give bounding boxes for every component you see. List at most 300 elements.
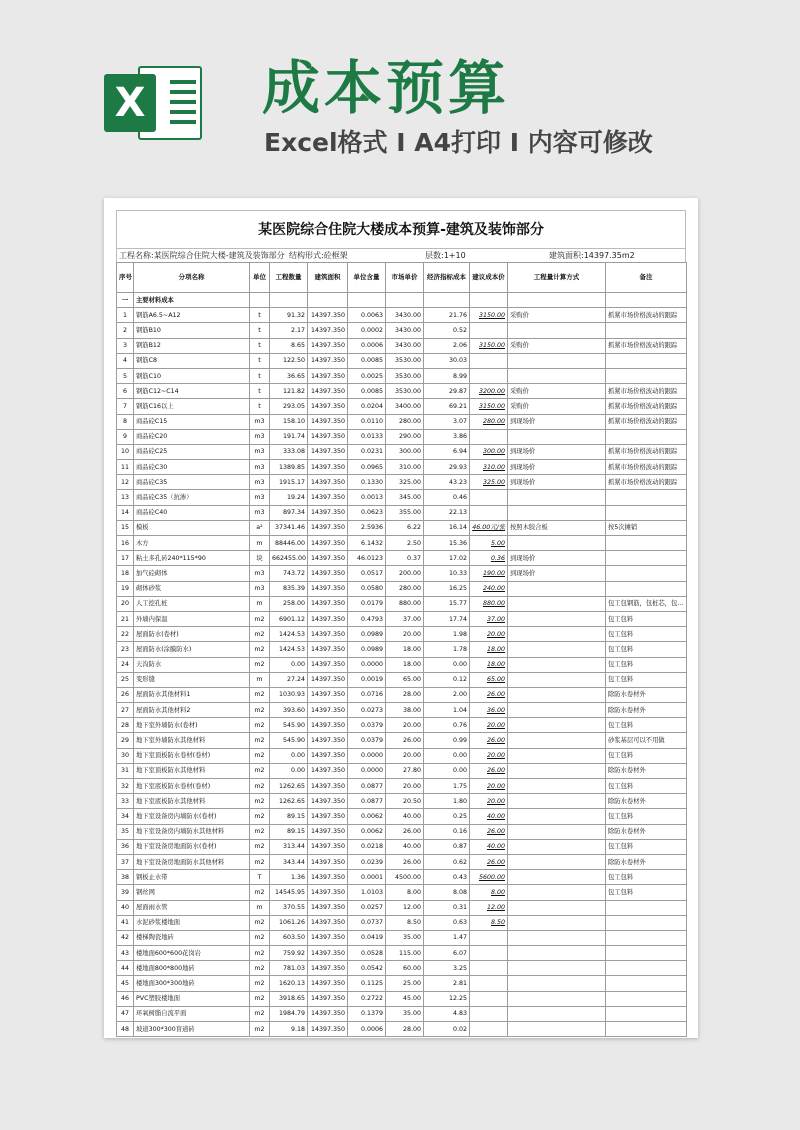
table-cell[interactable]: 14397.350 [308,946,348,961]
table-cell[interactable]: 环氧树脂自流平面 [134,1006,250,1021]
table-cell[interactable]: 27 [117,703,134,718]
table-cell[interactable]: 880.00 [386,596,424,611]
table-cell[interactable]: 0.0419 [348,930,386,945]
table-cell[interactable]: 除防水卷材外 [606,824,687,839]
table-cell[interactable] [508,991,606,1006]
table-cell[interactable]: 3430.00 [386,338,424,353]
table-cell[interactable]: 14397.350 [308,657,348,672]
table-cell[interactable]: 0.0218 [348,839,386,854]
table-cell[interactable]: 22.13 [424,505,470,520]
table-cell[interactable]: 39 [117,885,134,900]
table-cell[interactable]: 包工包料 [606,657,687,672]
table-cell[interactable] [470,976,508,991]
table-cell[interactable]: 地下室外墙防水其他材料 [134,733,250,748]
table-cell[interactable]: 抓紧市场价格波动的跟踪 [606,384,687,399]
table-cell[interactable]: m2 [250,839,270,854]
table-cell[interactable] [606,536,687,551]
table-cell[interactable]: m2 [250,687,270,702]
table-cell[interactable]: 到现场价 [508,566,606,581]
table-cell[interactable]: 地下室设备房地面防水(卷材) [134,839,250,854]
table-cell[interactable]: 3.25 [424,961,470,976]
table-cell[interactable]: 835.39 [270,581,308,596]
table-cell[interactable]: 22 [117,627,134,642]
table-cell[interactable]: 加气砼砌体 [134,566,250,581]
table-cell[interactable]: m2 [250,703,270,718]
table-cell[interactable]: 0.46 [424,490,470,505]
table-cell[interactable]: 370.55 [270,900,308,915]
table-cell[interactable]: 280.00 [386,414,424,429]
table-cell[interactable]: 40.00 [470,839,508,854]
table-cell[interactable]: 20.00 [386,779,424,794]
table-cell[interactable]: 0.0989 [348,642,386,657]
table-cell[interactable]: 0.2722 [348,991,386,1006]
table-cell[interactable]: 14397.350 [308,536,348,551]
table-cell[interactable]: 包工包料 [606,748,687,763]
table-cell[interactable] [386,293,424,308]
table-cell[interactable]: 14397.350 [308,824,348,839]
table-cell[interactable]: 41 [117,915,134,930]
table-cell[interactable]: 除防水卷材外 [606,854,687,869]
table-cell[interactable]: 屋面防水(涂膜防水) [134,642,250,657]
table-cell[interactable]: 25.00 [386,976,424,991]
table-cell[interactable]: m3 [250,566,270,581]
table-cell[interactable]: 到现场价 [508,460,606,475]
table-cell[interactable]: 0.0063 [348,308,386,323]
table-cell[interactable]: 2.50 [386,536,424,551]
table-cell[interactable]: 1424.53 [270,627,308,642]
table-cell[interactable]: 14397.350 [308,794,348,809]
table-cell[interactable]: 商品砼C20 [134,429,250,444]
table-cell[interactable]: 0.4793 [348,611,386,626]
table-cell[interactable]: 325.00 [470,475,508,490]
table-cell[interactable] [508,490,606,505]
table-cell[interactable]: 313.44 [270,839,308,854]
table-cell[interactable]: 钢筋B10 [134,323,250,338]
table-cell[interactable]: 5.00 [470,536,508,551]
table-cell[interactable]: 3.07 [424,414,470,429]
table-cell[interactable]: 人工挖孔桩 [134,596,250,611]
table-cell[interactable]: 地下室设备房内墙防水(卷材) [134,809,250,824]
table-cell[interactable]: 14397.350 [308,779,348,794]
table-cell[interactable] [470,1006,508,1021]
table-cell[interactable]: 26.00 [470,824,508,839]
table-cell[interactable]: m2 [250,976,270,991]
table-cell[interactable]: m2 [250,779,270,794]
table-cell[interactable]: 28.00 [386,1022,424,1037]
table-cell[interactable]: 1915.17 [270,475,308,490]
table-cell[interactable]: 14397.350 [308,384,348,399]
table-cell[interactable]: 0.0623 [348,505,386,520]
table-cell[interactable]: 26.00 [386,733,424,748]
table-cell[interactable] [508,505,606,520]
table-cell[interactable]: 外墙内保温 [134,611,250,626]
table-cell[interactable]: 商品砼C40 [134,505,250,520]
table-cell[interactable]: 14545.95 [270,885,308,900]
table-cell[interactable] [508,976,606,991]
table-cell[interactable]: 1262.65 [270,779,308,794]
table-cell[interactable] [508,703,606,718]
table-cell[interactable]: 20.50 [386,794,424,809]
table-cell[interactable]: 18.00 [470,642,508,657]
table-cell[interactable]: 14397.350 [308,733,348,748]
table-cell[interactable] [470,429,508,444]
table-cell[interactable]: 345.00 [386,490,424,505]
table-cell[interactable]: 包工包料 [606,672,687,687]
table-cell[interactable] [606,900,687,915]
table-cell[interactable] [606,930,687,945]
table-cell[interactable]: 变形缝 [134,672,250,687]
table-cell[interactable]: t [250,384,270,399]
table-cell[interactable]: 1.0103 [348,885,386,900]
table-cell[interactable]: 18.00 [470,657,508,672]
table-cell[interactable]: 地下室设备房地面防水其他材料 [134,854,250,869]
table-cell[interactable] [508,293,606,308]
table-cell[interactable]: 包工包料 [606,718,687,733]
table-cell[interactable]: 14397.350 [308,991,348,1006]
table-cell[interactable]: 0.0062 [348,824,386,839]
table-cell[interactable]: 14397.350 [308,338,348,353]
table-cell[interactable]: 抓紧市场价格波动的跟踪 [606,399,687,414]
table-cell[interactable]: 坡道300*300盲道砖 [134,1022,250,1037]
table-cell[interactable]: 280.00 [386,581,424,596]
table-cell[interactable]: m2 [250,961,270,976]
table-cell[interactable]: 60.00 [386,961,424,976]
table-cell[interactable]: t [250,308,270,323]
table-cell[interactable]: m2 [250,763,270,778]
table-cell[interactable]: 0.00 [270,763,308,778]
table-cell[interactable]: 1.36 [270,870,308,885]
table-cell[interactable] [470,353,508,368]
table-cell[interactable]: m2 [250,824,270,839]
table-cell[interactable]: 0.0085 [348,353,386,368]
table-cell[interactable]: m2 [250,1006,270,1021]
table-cell[interactable]: 采购价 [508,308,606,323]
table-cell[interactable]: 3918.65 [270,991,308,1006]
table-cell[interactable]: 36 [117,839,134,854]
table-cell[interactable]: 0.0085 [348,384,386,399]
table-cell[interactable]: t [250,368,270,383]
table-cell[interactable]: 14397.350 [308,687,348,702]
table-cell[interactable] [508,687,606,702]
table-cell[interactable]: t [250,399,270,414]
table-cell[interactable] [606,581,687,596]
table-cell[interactable] [508,627,606,642]
table-cell[interactable] [508,368,606,383]
table-cell[interactable]: 到现场价 [508,444,606,459]
table-cell[interactable]: 545.90 [270,718,308,733]
table-cell[interactable] [606,566,687,581]
table-cell[interactable]: 2.00 [424,687,470,702]
table-cell[interactable]: 2 [117,323,134,338]
table-cell[interactable]: 6901.12 [270,611,308,626]
table-cell[interactable]: 14397.350 [308,429,348,444]
table-cell[interactable] [470,293,508,308]
table-cell[interactable]: 7 [117,399,134,414]
table-cell[interactable]: 10.33 [424,566,470,581]
table-cell[interactable]: 包工包料 [606,885,687,900]
table-cell[interactable] [250,293,270,308]
table-cell[interactable]: 6.22 [386,520,424,535]
table-cell[interactable]: 3400.00 [386,399,424,414]
table-cell[interactable] [508,930,606,945]
table-cell[interactable]: 3150.00 [470,399,508,414]
table-cell[interactable]: 14397.350 [308,353,348,368]
table-cell[interactable]: 300.00 [470,444,508,459]
table-cell[interactable]: 0.0133 [348,429,386,444]
table-cell[interactable]: 38.00 [386,703,424,718]
table-cell[interactable]: 15.77 [424,596,470,611]
table-cell[interactable]: 地下室底板防水卷材(卷材) [134,779,250,794]
table-cell[interactable]: 16.14 [424,520,470,535]
table-cell[interactable]: 8.00 [386,885,424,900]
table-cell[interactable] [508,536,606,551]
table-cell[interactable]: 26.00 [386,854,424,869]
table-cell[interactable]: 37 [117,854,134,869]
table-cell[interactable]: 14397.350 [308,368,348,383]
table-cell[interactable]: 屋面防水(卷材) [134,627,250,642]
table-cell[interactable]: m2 [250,809,270,824]
table-cell[interactable]: 43.23 [424,475,470,490]
table-cell[interactable]: 0.0989 [348,627,386,642]
table-cell[interactable]: 钢筋C8 [134,353,250,368]
table-cell[interactable]: 47 [117,1006,134,1021]
table-cell[interactable]: 0.0877 [348,794,386,809]
table-cell[interactable]: 模板 [134,520,250,535]
table-cell[interactable]: 14397.350 [308,930,348,945]
table-cell[interactable]: 8.65 [270,338,308,353]
table-cell[interactable]: 屋面防水其他材料2 [134,703,250,718]
table-cell[interactable] [606,1022,687,1037]
table-cell[interactable]: t [250,323,270,338]
table-cell[interactable]: 抓紧市场价格波动的跟踪 [606,444,687,459]
table-cell[interactable]: 14397.350 [308,703,348,718]
table-cell[interactable]: 抓紧市场价格波动的跟踪 [606,338,687,353]
table-cell[interactable]: 0.00 [424,763,470,778]
table-cell[interactable]: 一 [117,293,134,308]
table-cell[interactable]: 14397.350 [308,323,348,338]
table-cell[interactable]: 钢筋A6.5~A12 [134,308,250,323]
table-cell[interactable] [508,718,606,733]
table-cell[interactable]: 6 [117,384,134,399]
table-cell[interactable]: 89.15 [270,824,308,839]
table-cell[interactable]: 11 [117,460,134,475]
table-cell[interactable]: 到现场价 [508,551,606,566]
table-cell[interactable]: 抓紧市场价格波动的跟踪 [606,475,687,490]
table-cell[interactable]: 0.0204 [348,399,386,414]
table-cell[interactable]: 天沟防水 [134,657,250,672]
table-cell[interactable]: 2.17 [270,323,308,338]
table-cell[interactable]: 0.0379 [348,733,386,748]
table-cell[interactable]: 0.52 [424,323,470,338]
table-cell[interactable] [508,854,606,869]
table-cell[interactable]: 0.0877 [348,779,386,794]
table-cell[interactable]: m2 [250,915,270,930]
table-cell[interactable]: m [250,596,270,611]
table-cell[interactable]: 包工包钢筋，包桩芯，包... [606,596,687,611]
table-cell[interactable]: 158.10 [270,414,308,429]
table-cell[interactable]: 14397.350 [308,520,348,535]
table-cell[interactable]: 除防水卷材外 [606,763,687,778]
table-cell[interactable]: 343.44 [270,854,308,869]
table-cell[interactable] [508,642,606,657]
table-cell[interactable]: 4.83 [424,1006,470,1021]
table-cell[interactable]: 38 [117,870,134,885]
table-cell[interactable]: 0.16 [424,824,470,839]
table-cell[interactable] [508,733,606,748]
table-cell[interactable]: 27.80 [386,763,424,778]
table-cell[interactable]: 27.24 [270,672,308,687]
table-cell[interactable]: m2 [250,794,270,809]
table-cell[interactable]: 18 [117,566,134,581]
table-cell[interactable]: 钢板止水带 [134,870,250,885]
table-cell[interactable]: m3 [250,460,270,475]
table-cell[interactable]: 0.0006 [348,338,386,353]
table-cell[interactable]: 商品砼C35 [134,475,250,490]
table-cell[interactable] [508,1022,606,1037]
table-cell[interactable]: 40.00 [470,809,508,824]
table-cell[interactable]: 310.00 [386,460,424,475]
table-cell[interactable]: 88446.00 [270,536,308,551]
table-cell[interactable]: 0.0006 [348,1022,386,1037]
table-cell[interactable] [606,505,687,520]
table-cell[interactable]: 到现场价 [508,414,606,429]
table-cell[interactable]: 20.00 [386,627,424,642]
table-cell[interactable]: m2 [250,718,270,733]
table-cell[interactable]: 0.0737 [348,915,386,930]
table-cell[interactable]: 14397.350 [308,642,348,657]
table-cell[interactable]: t [250,338,270,353]
table-cell[interactable]: 3430.00 [386,323,424,338]
table-cell[interactable]: 0.31 [424,900,470,915]
table-cell[interactable]: 6.1432 [348,536,386,551]
table-cell[interactable]: 3530.00 [386,353,424,368]
table-cell[interactable]: m2 [250,657,270,672]
table-cell[interactable]: 36.65 [270,368,308,383]
table-cell[interactable]: 14397.350 [308,1006,348,1021]
table-cell[interactable]: 355.00 [386,505,424,520]
table-cell[interactable]: 24 [117,657,134,672]
table-cell[interactable]: 楼地面300*300地砖 [134,976,250,991]
table-cell[interactable] [606,1006,687,1021]
table-cell[interactable] [606,368,687,383]
table-cell[interactable]: 26.00 [470,763,508,778]
table-cell[interactable]: 水泥砂浆楼地面 [134,915,250,930]
table-cell[interactable]: 屋面雨水管 [134,900,250,915]
table-cell[interactable]: 0.0179 [348,596,386,611]
table-cell[interactable]: 1.47 [424,930,470,945]
table-cell[interactable]: m [250,536,270,551]
table-cell[interactable] [508,763,606,778]
table-cell[interactable]: 抓紧市场价格波动的跟踪 [606,308,687,323]
table-cell[interactable] [606,961,687,976]
table-cell[interactable] [424,293,470,308]
table-cell[interactable]: 6.07 [424,946,470,961]
table-cell[interactable]: 30 [117,748,134,763]
table-cell[interactable]: 0.0000 [348,657,386,672]
table-cell[interactable] [606,490,687,505]
table-cell[interactable]: 1.75 [424,779,470,794]
table-cell[interactable]: 0.0965 [348,460,386,475]
table-cell[interactable]: 14397.350 [308,460,348,475]
table-cell[interactable]: 0.99 [424,733,470,748]
table-cell[interactable]: 19 [117,581,134,596]
table-cell[interactable]: 6.94 [424,444,470,459]
table-cell[interactable] [508,611,606,626]
table-cell[interactable]: 897.34 [270,505,308,520]
table-cell[interactable]: 240.00 [470,581,508,596]
table-cell[interactable]: T [250,870,270,885]
table-cell[interactable]: 35.00 [386,930,424,945]
table-cell[interactable]: 43 [117,946,134,961]
table-cell[interactable]: 42 [117,930,134,945]
table-cell[interactable]: 地下室底板防水其他材料 [134,794,250,809]
table-cell[interactable] [470,930,508,945]
table-cell[interactable]: 14397.350 [308,581,348,596]
table-cell[interactable]: 木方 [134,536,250,551]
table-cell[interactable]: 1030.93 [270,687,308,702]
table-cell[interactable]: 3150.00 [470,308,508,323]
table-cell[interactable]: 地下室设备房内墙防水其他材料 [134,824,250,839]
table-cell[interactable] [508,596,606,611]
table-cell[interactable]: 包工包料 [606,611,687,626]
table-cell[interactable] [606,323,687,338]
table-cell[interactable]: 3430.00 [386,308,424,323]
table-cell[interactable]: 1984.79 [270,1006,308,1021]
table-cell[interactable]: 12.25 [424,991,470,1006]
table-cell[interactable]: 14397.350 [308,915,348,930]
table-cell[interactable]: 14397.350 [308,718,348,733]
table-cell[interactable]: 65.00 [470,672,508,687]
table-cell[interactable] [308,293,348,308]
table-cell[interactable] [508,870,606,885]
table-cell[interactable]: 393.60 [270,703,308,718]
table-cell[interactable]: 3530.00 [386,368,424,383]
table-cell[interactable] [508,900,606,915]
table-cell[interactable]: 36.00 [470,703,508,718]
table-cell[interactable]: 0.0019 [348,672,386,687]
table-cell[interactable]: 3530.00 [386,384,424,399]
table-cell[interactable]: m2 [250,885,270,900]
table-cell[interactable]: 0.0025 [348,368,386,383]
table-cell[interactable]: 8.99 [424,368,470,383]
table-cell[interactable]: PVC塑胶楼地面 [134,991,250,1006]
table-cell[interactable]: 743.72 [270,566,308,581]
table-cell[interactable]: 14397.350 [308,475,348,490]
table-cell[interactable]: 14397.350 [308,976,348,991]
table-cell[interactable]: 10 [117,444,134,459]
table-cell[interactable]: 0.0239 [348,854,386,869]
table-cell[interactable]: 0.0000 [348,748,386,763]
table-cell[interactable]: 15.36 [424,536,470,551]
table-cell[interactable] [470,991,508,1006]
table-cell[interactable]: m2 [250,1022,270,1037]
table-cell[interactable]: 122.50 [270,353,308,368]
table-cell[interactable]: 14397.350 [308,839,348,854]
table-cell[interactable] [270,293,308,308]
table-cell[interactable]: m2 [250,991,270,1006]
table-cell[interactable]: 包工包料 [606,627,687,642]
table-cell[interactable]: 300.00 [386,444,424,459]
table-cell[interactable]: 0.00 [270,657,308,672]
table-cell[interactable]: 钢筋C12~C14 [134,384,250,399]
table-cell[interactable]: m3 [250,429,270,444]
table-cell[interactable]: 0.0110 [348,414,386,429]
table-cell[interactable]: 商品砼C25 [134,444,250,459]
table-cell[interactable]: 31 [117,763,134,778]
table-cell[interactable]: 14397.350 [308,885,348,900]
table-cell[interactable]: 14397.350 [308,308,348,323]
table-cell[interactable]: 14397.350 [308,611,348,626]
